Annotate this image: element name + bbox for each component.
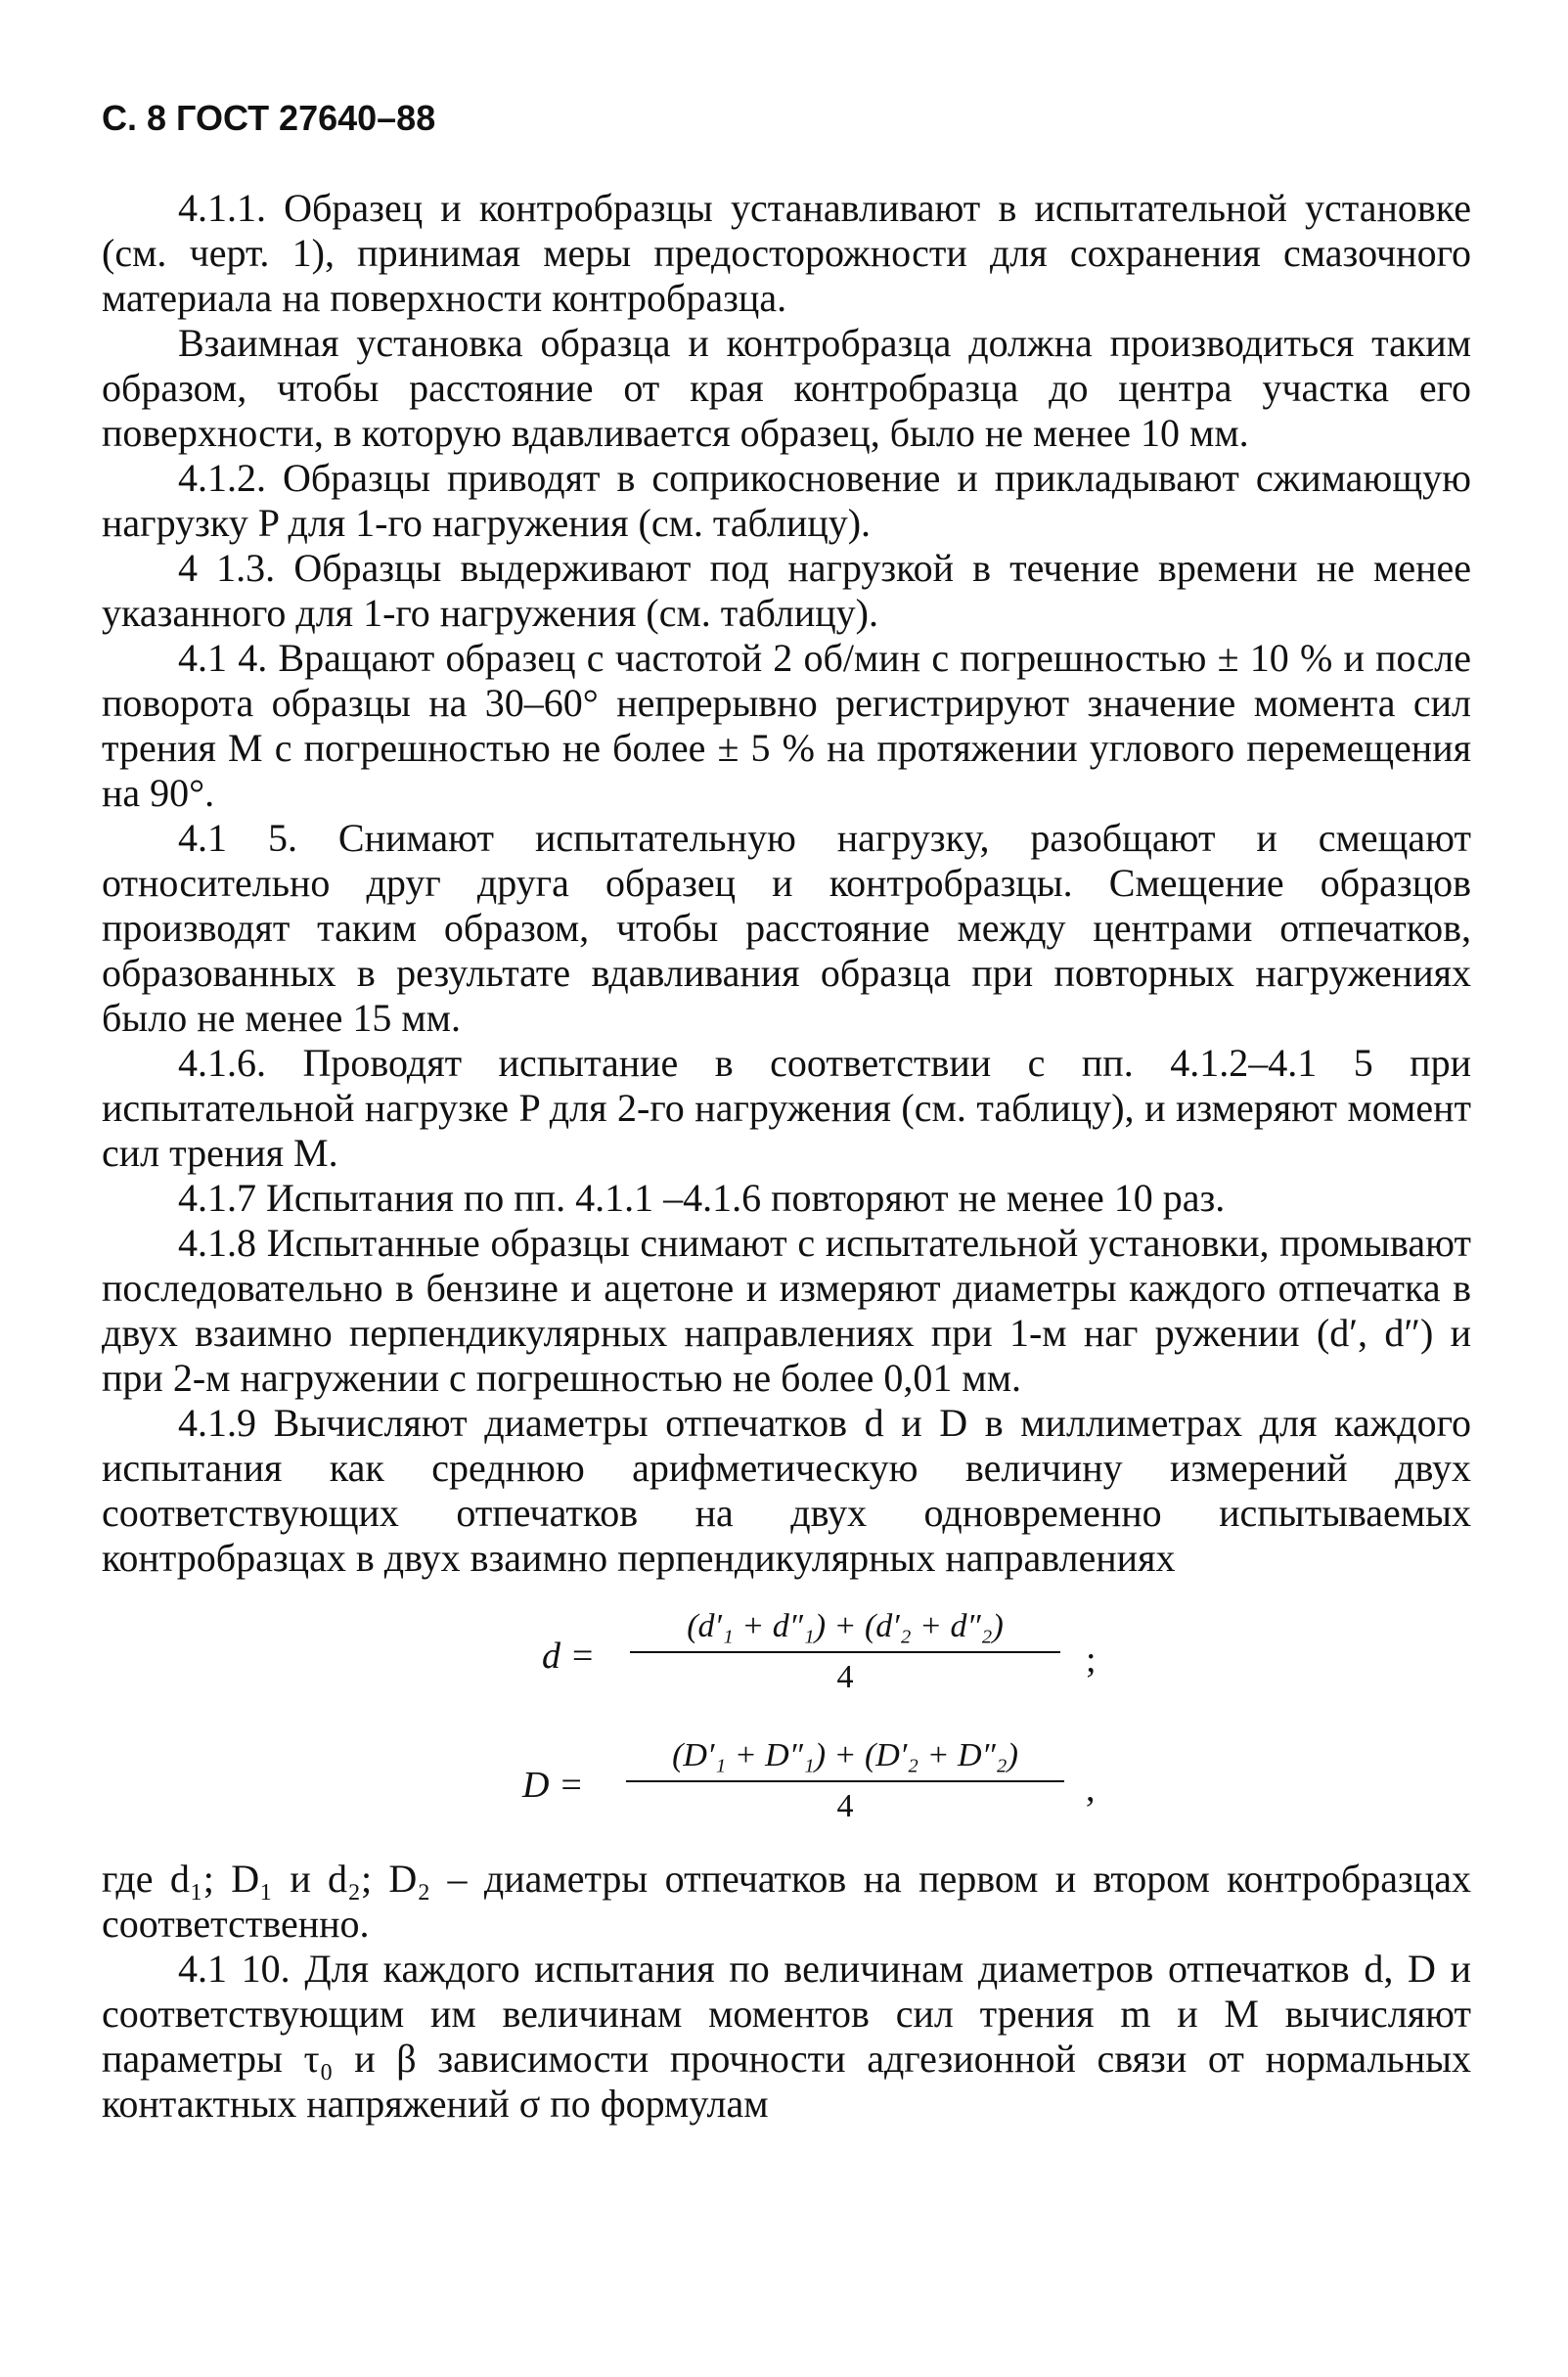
formula-d-denominator: 4 — [836, 1659, 854, 1695]
paragraph-4-1-10: 4.1 10. Для каждого испытания по величинам диаметров отпечатков d, D и соответствующим им величинам моментов сил трения m и M вычисляют параметры τ₀ и β зависимости прочности адгезионной связи от нормальных контактных напряжений σ по формулам — [102, 1947, 1471, 2126]
formula-d-fraction — [630, 1604, 1060, 1700]
paragraph-4-1-4: 4.1 4. Вращают образец с частотой 2 об/мин с погрешностью ± 10 % и после поворота образцы на 30–60° непрерывно регистрируют значение момента сил трения M с погрешностью не более ± 5 % на протяжении углового перемещения на 90°. — [102, 636, 1471, 815]
paragraph-4-1-3: 4 1.3. Образцы выдерживают под нагрузкой в течение времени не менее указанного для 1-го нагружения (см. таблицу). — [102, 546, 1471, 635]
formula-D-punct: , — [1086, 1769, 1096, 1810]
body-text — [102, 186, 1471, 2127]
formula-D-numerator: (D′₁ + D″₁) + (D′₂ + D″₂) — [672, 1737, 1018, 1773]
formula-D-denominator: 4 — [836, 1788, 854, 1824]
formula-d-punct: ; — [1086, 1639, 1097, 1681]
formula-block — [102, 1598, 1471, 1843]
paragraph-where: где d₁; D₁ и d₂; D₂ – диаметры отпечатков на первом и втором контробразцах соответственно. — [102, 1857, 1471, 1946]
paragraph-4-1-6: 4.1.6. Проводят испытание в соответствии с пп. 4.1.2–4.1 5 при испытательной нагрузке P для 2-го нагружения (см. таблицу), и измеряют момент сил трения M. — [102, 1041, 1471, 1175]
paragraph-4-1-7: 4.1.7 Испытания по пп. 4.1.1 –4.1.6 повторяют не менее 10 раз. — [178, 1176, 1226, 1220]
paragraph-placement: Взаимная установка образца и контробразца должна производиться таким образом, чтобы расстояние от края контробразца до центра участка его поверхности, в которую вдавливается образец, было не менее 10 мм. — [102, 321, 1471, 455]
paragraph-4-1-5: 4.1 5. Снимают испытательную нагрузку, разобщают и смещают относительно друг друга образец и контробразцы. Смещение образцов производят таким образом, чтобы расстояние между центрами отпечатков, образованных в результате вдавливания образца при повторных нагружениях было не менее 15 мм. — [102, 816, 1471, 1040]
formula-d-lhs: d = — [542, 1636, 596, 1677]
page-header: С. 8 ГОСТ 27640–88 — [102, 98, 436, 138]
paragraph-4-1-2: 4.1.2. Образцы приводят в соприкосновение и прикладывают сжимающую нагрузку P для 1-го нагружения (см. таблицу). — [102, 456, 1471, 545]
formula-D-fraction — [626, 1733, 1064, 1829]
document-page — [102, 0, 1471, 2377]
paragraph-4-1-8: 4.1.8 Испытанные образцы снимают с испытательной установки, промывают последовательно в бензине и ацетоне и измеряют диаметры каждого отпечатка в двух взаимно перпендикулярных направлениях при 1-м наг ружении (d′, d″) и при 2-м нагружении с погрешностью не более 0,01 мм. — [102, 1221, 1471, 1400]
formula-D-lhs: D = — [522, 1765, 584, 1806]
paragraph-4-1-9: 4.1.9 Вычисляют диаметры отпечатков d и D в миллиметрах для каждого испытания как среднюю арифметическую величину измерений двух соответствующих отпечатков на двух одновременно испытываемых контробразцах в двух взаимно перпендикулярных направлениях — [102, 1401, 1471, 1580]
formula-d-numerator: (d′₁ + d″₁) + (d′₂ + d″₂) — [687, 1608, 1004, 1644]
paragraph-4-1-1: 4.1.1. Образец и контробразцы устанавливают в испытательной установке (см. черт. 1), принимая меры предосторожности для сохранения смазочного материала на поверхности контробразца. — [102, 186, 1471, 320]
